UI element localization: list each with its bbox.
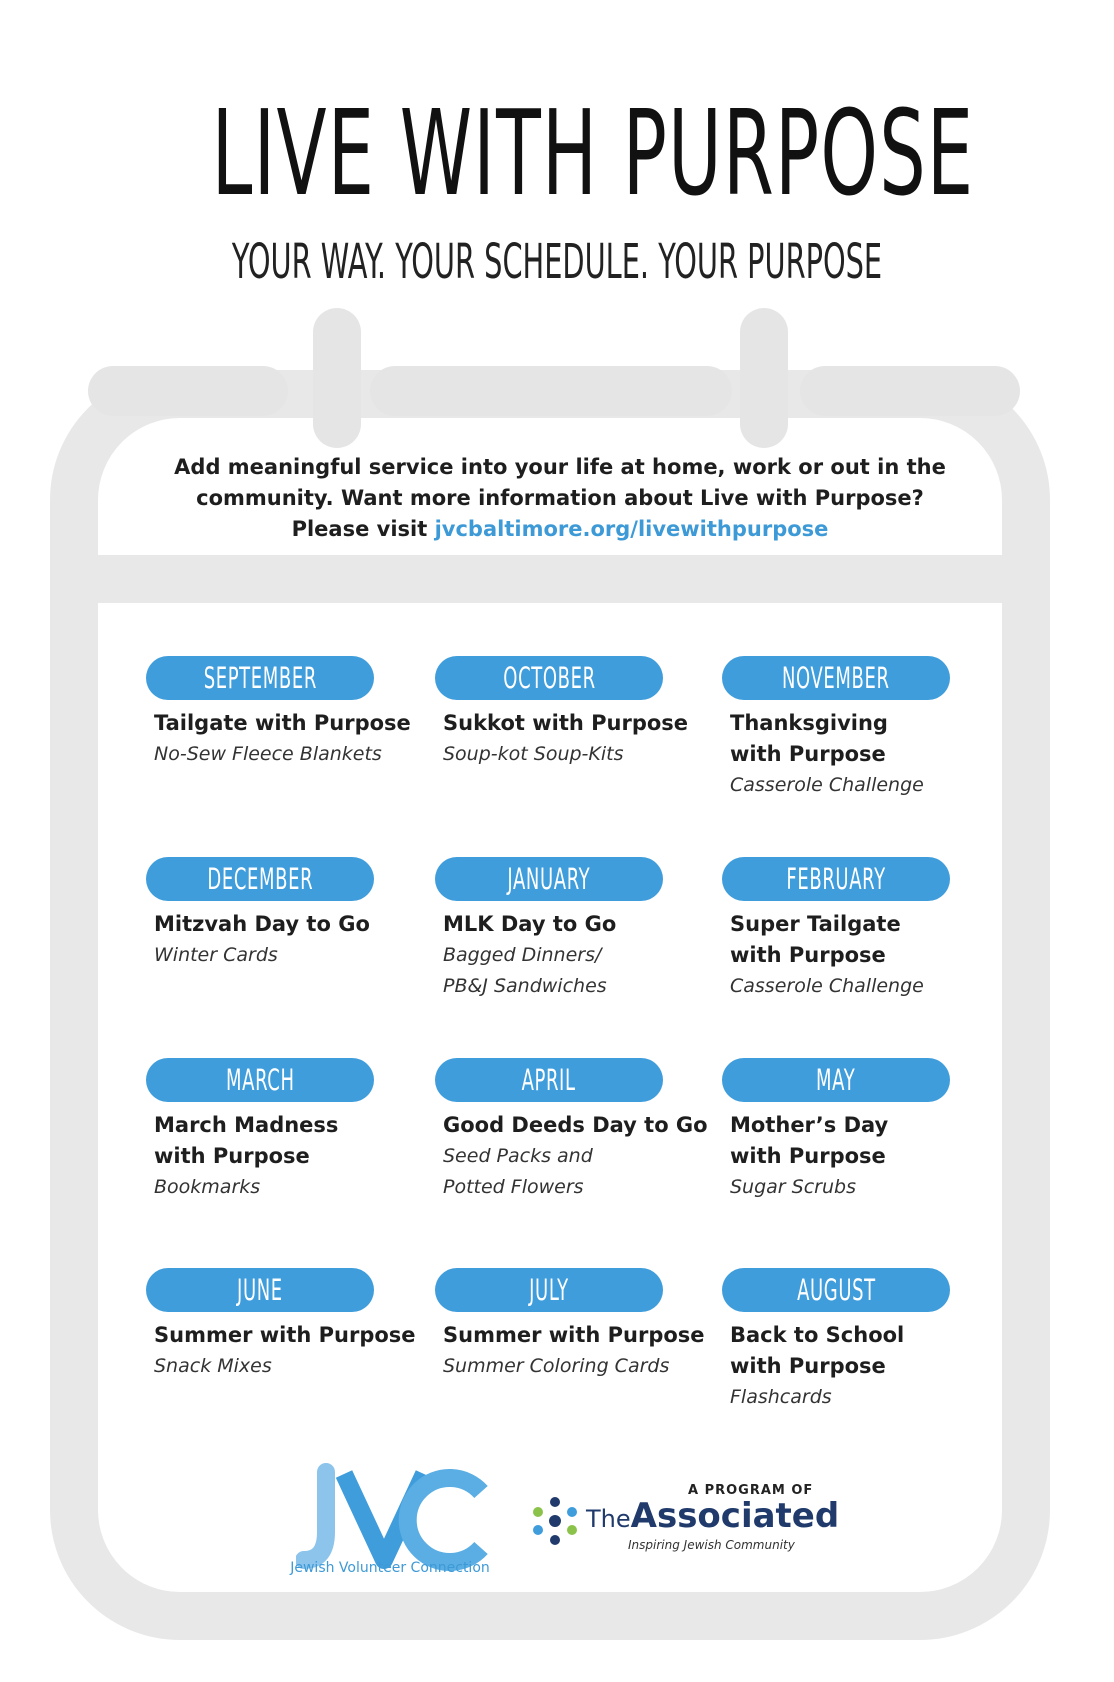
event-detail: Winter Cards: [154, 944, 278, 966]
calendar-ring-left: [313, 308, 361, 448]
program-of-label: A PROGRAM OF: [688, 1483, 814, 1498]
associated-logo-icon: [530, 1496, 580, 1546]
month-december: [146, 857, 436, 971]
event-title: Mitzvah Day to Go: [154, 912, 370, 936]
month-april: [435, 1058, 725, 1203]
page-subtitle: YOUR WAY. YOUR SCHEDULE. YOUR PURPOSE: [231, 234, 883, 290]
event-title: Sukkot with Purpose: [443, 711, 689, 735]
event-title: March Madness with Purpose: [154, 1113, 339, 1168]
month-august: [722, 1268, 1012, 1413]
month-september: [146, 656, 436, 770]
month-pill: DECEMBER: [146, 857, 374, 901]
event-title: Summer with Purpose: [443, 1323, 705, 1347]
calendar-top-bar-left: [88, 366, 288, 416]
month-pill: SEPTEMBER: [146, 656, 374, 700]
month-pill: MAY: [722, 1058, 950, 1102]
event-title: MLK Day to Go: [443, 912, 617, 936]
month-pill: JUNE: [146, 1268, 374, 1312]
calendar-ring-right: [740, 308, 788, 448]
event-detail: Casserole Challenge: [730, 774, 924, 796]
intro-text: [160, 452, 960, 545]
intro-line-2: community. Want more information about Live with Purpose?: [196, 486, 924, 510]
month-pill: OCTOBER: [435, 656, 663, 700]
month-pill: NOVEMBER: [722, 656, 950, 700]
event-title: Super Tailgate with Purpose: [730, 912, 901, 967]
event-title: Mother’s Day with Purpose: [730, 1113, 889, 1168]
event-title: Good Deeds Day to Go: [443, 1113, 708, 1137]
jvc-caption: Jewish Volunteer Connection: [290, 1560, 490, 1576]
event-detail: Soup-kot Soup-Kits: [443, 743, 624, 765]
associated-tagline: Inspiring Jewish Community: [628, 1538, 795, 1552]
event-detail: Sugar Scrubs: [730, 1176, 856, 1198]
event-detail: Snack Mixes: [154, 1355, 272, 1377]
event-detail: Flashcards: [730, 1386, 832, 1408]
month-pill: MARCH: [146, 1058, 374, 1102]
month-pill: AUGUST: [722, 1268, 950, 1312]
event-detail: No-Sew Fleece Blankets: [154, 743, 382, 765]
month-july: [435, 1268, 725, 1382]
event-title: Thanksgiving with Purpose: [730, 711, 888, 766]
month-pill: JULY: [435, 1268, 663, 1312]
month-june: [146, 1268, 436, 1382]
event-detail: Summer Coloring Cards: [443, 1355, 670, 1377]
calendar-divider: [95, 555, 1005, 603]
month-pill: APRIL: [435, 1058, 663, 1102]
event-title: Back to School with Purpose: [730, 1323, 905, 1378]
event-title: Summer with Purpose: [154, 1323, 416, 1347]
event-detail: Casserole Challenge: [730, 975, 924, 997]
month-february: [722, 857, 1012, 1002]
event-detail: Bookmarks: [154, 1176, 261, 1198]
month-january: [435, 857, 725, 1002]
intro-line-1: Add meaningful service into your life at home, work or out in the: [174, 455, 946, 479]
website-link[interactable]: jvcbaltimore.org/livewithpurpose: [434, 517, 829, 541]
month-pill: JANUARY: [435, 857, 663, 901]
calendar-top-bar: [370, 366, 732, 416]
month-march: [146, 1058, 436, 1203]
event-detail: Bagged Dinners/ PB&J Sandwiches: [443, 944, 607, 997]
month-october: [435, 656, 725, 770]
intro-visit-text: Please visit: [291, 517, 435, 541]
intro-line-3: [160, 514, 960, 545]
event-detail: Seed Packs and Potted Flowers: [443, 1145, 593, 1198]
month-pill: FEBRUARY: [722, 857, 950, 901]
month-november: [722, 656, 1012, 801]
calendar-top-bar-right: [800, 366, 1020, 416]
event-title: Tailgate with Purpose: [154, 711, 411, 735]
month-may: [722, 1058, 1012, 1203]
page-title: LIVE WITH PURPOSE: [211, 84, 975, 222]
associated-logo-text: TheAssociated: [586, 1496, 840, 1536]
